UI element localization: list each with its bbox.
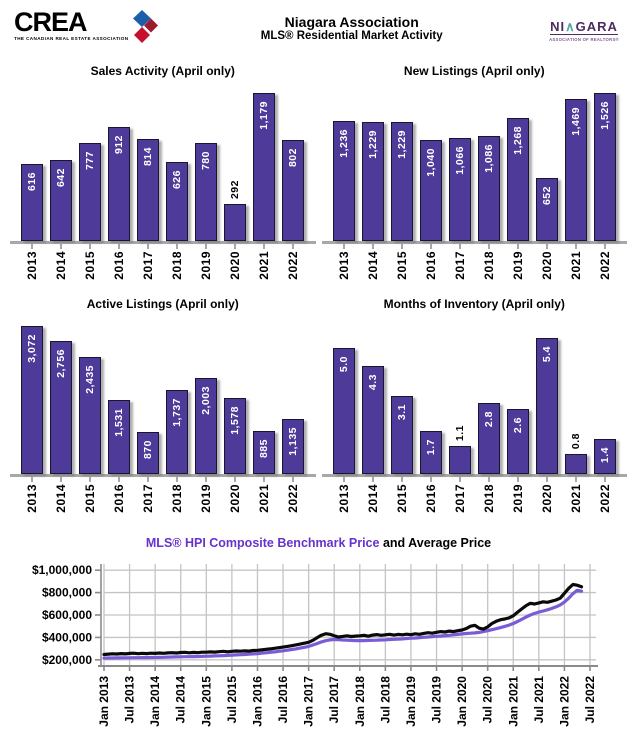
- bar-column-2021: [253, 319, 275, 474]
- x-axis-label-column: [282, 477, 304, 513]
- axis-tick: [89, 477, 91, 482]
- year-label: 2021: [257, 251, 272, 280]
- year-label: 2017: [141, 484, 156, 513]
- axis-tick: [31, 477, 33, 482]
- year-label: 2019: [199, 251, 214, 280]
- bar-column-2016: [420, 319, 442, 474]
- x-tick-label: Jan 2022: [557, 676, 572, 727]
- x-axis-label-column: [565, 244, 587, 280]
- bar-value-label: 5.4: [540, 346, 553, 363]
- bar-value-label: 1,469: [569, 107, 582, 136]
- bar-column-2021: [565, 319, 587, 474]
- bar-column-2013: [333, 319, 355, 474]
- x-tick-label: Jan 2014: [148, 676, 163, 727]
- bar-value-label: 1,066: [453, 146, 466, 175]
- y-tick-label: $200,000: [41, 652, 92, 667]
- x-axis-label-column: [420, 244, 442, 280]
- x-axis-label-column: [137, 477, 159, 513]
- axis-tick: [517, 477, 519, 482]
- year-label: 2020: [539, 484, 554, 513]
- x-axis-label-column: [362, 244, 384, 280]
- y-tick-label: $600,000: [41, 608, 92, 622]
- axis-tick: [343, 244, 345, 249]
- axis-tick: [372, 244, 374, 249]
- axis-tick: [176, 477, 178, 482]
- bar-value-label: 642: [55, 168, 68, 188]
- bar-column-2016: [108, 86, 130, 241]
- active-listings-x-axis: [10, 477, 316, 513]
- axis-tick: [372, 477, 374, 482]
- year-label: 2021: [568, 251, 583, 280]
- bar-value-label: 1,040: [424, 148, 437, 177]
- year-label: 2013: [336, 251, 351, 280]
- bar-column-2019: [507, 319, 529, 474]
- axis-tick: [234, 477, 236, 482]
- year-label: 2015: [83, 251, 98, 280]
- x-axis-label-column: [50, 477, 72, 513]
- x-axis-label-column: [594, 244, 616, 280]
- x-axis-label-column: [449, 244, 471, 280]
- bar-column-2021: [565, 86, 587, 241]
- bar-value-label: 292: [229, 179, 242, 199]
- report-title: Niagara Association: [284, 14, 419, 30]
- bar-value-label: 4.3: [366, 374, 379, 391]
- bar-column-2015: [391, 319, 413, 474]
- x-tick-label: Jul 2019: [429, 676, 444, 724]
- bar-column-2019: [195, 319, 217, 474]
- bar-value-label: 1,531: [113, 408, 126, 437]
- year-label: 2017: [452, 251, 467, 280]
- price-line-chart-section: [0, 524, 637, 745]
- axis-tick: [488, 477, 490, 482]
- x-tick-label: Jul 2013: [122, 676, 137, 724]
- bar-column-2013: [21, 319, 43, 474]
- bar-column-2019: [507, 86, 529, 241]
- bar-value-label: 1,229: [395, 130, 408, 159]
- bar-value-label: 1.1: [453, 424, 466, 441]
- crea-logo: [14, 7, 158, 44]
- price-chart-svg: [4, 554, 632, 740]
- active-listings-chart: [10, 291, 316, 524]
- year-label: 2014: [54, 484, 69, 513]
- x-tick-label: Jul 2018: [378, 676, 393, 724]
- bar-value-label: 3.1: [395, 404, 408, 421]
- y-tick-label: $800,000: [41, 585, 92, 600]
- bar-value-label: 870: [142, 440, 155, 460]
- x-axis-label-column: [195, 244, 217, 280]
- year-label: 2013: [25, 484, 40, 513]
- bar-value-label: 626: [171, 170, 184, 190]
- x-axis-label-column: [79, 244, 101, 280]
- y-tick-label: $1,000,000: [31, 563, 92, 578]
- year-label: 2014: [365, 251, 380, 280]
- year-label: 2020: [228, 484, 243, 513]
- axis-tick: [147, 244, 149, 249]
- x-tick-label: Jan 2018: [352, 676, 367, 727]
- months-of-inventory-x-axis: [322, 477, 628, 513]
- axis-tick: [546, 477, 548, 482]
- x-axis-label-column: [253, 477, 275, 513]
- x-axis-label-column: [536, 244, 558, 280]
- year-label: 2014: [54, 251, 69, 280]
- x-tick-label: Jan 2016: [250, 676, 265, 727]
- x-axis-label-column: [391, 244, 413, 280]
- bar-value-label: 802: [287, 148, 300, 168]
- year-label: 2016: [423, 484, 438, 513]
- x-tick-label: Jul 2014: [173, 676, 188, 724]
- bar-column-2022: [282, 319, 304, 474]
- axis-tick: [118, 244, 120, 249]
- year-label: 2013: [25, 251, 40, 280]
- axis-tick: [401, 477, 403, 482]
- new-listings-plot: [322, 86, 628, 244]
- x-axis-label-column: [565, 477, 587, 513]
- new-listings-chart: [322, 58, 628, 291]
- bar-column-2018: [166, 86, 188, 241]
- hpi-benchmark-line: [104, 590, 582, 658]
- x-axis-label-column: [50, 244, 72, 280]
- x-axis-label-column: [594, 477, 616, 513]
- bar-value-label: 814: [142, 147, 155, 167]
- sales-activity-chart: [10, 58, 316, 291]
- year-label: 2021: [568, 484, 583, 513]
- year-label: 2018: [170, 251, 185, 280]
- crea-tagline: THE CANADIAN REAL ESTATE ASSOCIATION: [14, 36, 129, 42]
- x-axis-label-column: [21, 477, 43, 513]
- bar-column-2014: [50, 319, 72, 474]
- bar-value-label: 1.4: [598, 447, 611, 464]
- x-tick-label: Jul 2020: [480, 676, 495, 724]
- axis-tick: [118, 477, 120, 482]
- bar-column-2018: [166, 319, 188, 474]
- year-label: 2022: [286, 484, 301, 513]
- x-axis-label-column: [79, 477, 101, 513]
- axis-tick: [263, 244, 265, 249]
- bar-column-2022: [594, 319, 616, 474]
- x-axis-label-column: [253, 244, 275, 280]
- bar-value-label: 780: [200, 151, 213, 171]
- niagara-wordmark: NI∧GARA: [550, 19, 618, 34]
- bar-column-2020: [224, 86, 246, 241]
- year-label: 2020: [228, 251, 243, 280]
- niagara-logo: [545, 10, 623, 42]
- bar: [224, 204, 246, 241]
- bar-column-2020: [536, 319, 558, 474]
- bar-column-2018: [478, 86, 500, 241]
- bar-value-label: 885: [258, 439, 271, 459]
- bar-value-label: 1.7: [424, 439, 437, 456]
- axis-tick: [430, 477, 432, 482]
- months-of-inventory-plot: [322, 319, 628, 477]
- axis-tick: [147, 477, 149, 482]
- report-header: [0, 0, 637, 58]
- bar-column-2017: [137, 86, 159, 241]
- year-label: 2020: [539, 251, 554, 280]
- sales-activity-plot: [10, 86, 316, 244]
- year-label: 2019: [510, 484, 525, 513]
- year-label: 2022: [286, 251, 301, 280]
- x-tick-label: Jan 2021: [506, 676, 521, 727]
- active-listings-plot: [10, 319, 316, 477]
- axis-tick: [343, 477, 345, 482]
- year-label: 2017: [452, 484, 467, 513]
- niagara-a-icon: ∧: [565, 19, 576, 34]
- x-axis-label-column: [108, 244, 130, 280]
- x-axis-label-column: [108, 477, 130, 513]
- x-tick-label: Jan 2015: [199, 676, 214, 727]
- bar-column-2016: [420, 86, 442, 241]
- year-label: 2014: [365, 484, 380, 513]
- year-label: 2022: [597, 484, 612, 513]
- chart-title: Active Listings (April only): [86, 297, 239, 311]
- average-title-part: and Average Price: [379, 536, 492, 550]
- x-axis-label-column: [507, 477, 529, 513]
- bar-column-2020: [224, 319, 246, 474]
- bar: [449, 446, 471, 474]
- bar-value-label: 2.6: [511, 417, 524, 434]
- bar-value-label: 777: [84, 151, 97, 171]
- year-label: 2022: [597, 251, 612, 280]
- crea-wordmark: CREA: [14, 7, 87, 37]
- year-label: 2013: [336, 484, 351, 513]
- axis-tick: [604, 244, 606, 249]
- year-label: 2015: [394, 251, 409, 280]
- x-tick-label: Jan 2019: [403, 676, 418, 727]
- year-label: 2016: [423, 251, 438, 280]
- axis-tick: [459, 244, 461, 249]
- bar-value-label: 2,756: [55, 349, 68, 378]
- axis-tick: [430, 244, 432, 249]
- new-listings-x-axis: [322, 244, 628, 280]
- x-axis-label-column: [333, 244, 355, 280]
- bar-value-label: 1,578: [229, 406, 242, 435]
- year-label: 2016: [112, 251, 127, 280]
- x-axis-label-column: [391, 477, 413, 513]
- bar-value-label: 1,135: [287, 427, 300, 456]
- x-axis-label-column: [195, 477, 217, 513]
- x-axis-label-column: [21, 244, 43, 280]
- x-axis-label-column: [333, 477, 355, 513]
- axis-tick: [575, 477, 577, 482]
- axis-tick: [488, 244, 490, 249]
- bar-column-2018: [478, 319, 500, 474]
- axis-tick: [176, 244, 178, 249]
- price-line-chart: [0, 554, 637, 745]
- x-tick-label: Jan 2020: [455, 676, 470, 727]
- bar-column-2016: [108, 319, 130, 474]
- x-axis-label-column: [166, 244, 188, 280]
- axis-tick: [31, 244, 33, 249]
- x-tick-label: Jul 2017: [327, 676, 342, 724]
- axis-tick: [263, 477, 265, 482]
- axis-tick: [292, 244, 294, 249]
- bar-charts-grid: [0, 58, 637, 524]
- x-tick-label: Jul 2021: [531, 676, 546, 724]
- axis-tick: [604, 477, 606, 482]
- months-of-inventory-chart: [322, 291, 628, 524]
- bar-value-label: 2,003: [200, 386, 213, 415]
- year-label: 2017: [141, 251, 156, 280]
- year-label: 2019: [510, 251, 525, 280]
- x-axis-label-column: [362, 477, 384, 513]
- year-label: 2019: [199, 484, 214, 513]
- axis-tick: [205, 477, 207, 482]
- axis-tick: [234, 244, 236, 249]
- bar-column-2014: [362, 319, 384, 474]
- bar-value-label: 1,236: [337, 129, 350, 158]
- bar-column-2017: [137, 319, 159, 474]
- x-axis-label-column: [478, 244, 500, 280]
- bar-value-label: 3,072: [26, 334, 39, 363]
- report-title-block: [158, 10, 545, 42]
- axis-tick: [292, 477, 294, 482]
- bar-column-2015: [79, 86, 101, 241]
- year-label: 2018: [481, 484, 496, 513]
- year-label: 2021: [257, 484, 272, 513]
- bar-value-label: 912: [113, 135, 126, 155]
- bar-value-label: 5.0: [337, 356, 350, 373]
- niagara-tagline: ASSOCIATION OF REALTORS®: [549, 37, 619, 42]
- bar-column-2014: [50, 86, 72, 241]
- bar-column-2014: [362, 86, 384, 241]
- year-label: 2018: [170, 484, 185, 513]
- bar-column-2013: [333, 86, 355, 241]
- axis-tick: [517, 244, 519, 249]
- x-axis-label-column: [478, 477, 500, 513]
- bar-value-label: 0.8: [569, 432, 582, 449]
- x-tick-label: Jan 2013: [97, 676, 111, 727]
- bar-value-label: 2,435: [84, 365, 97, 394]
- price-chart-title: [0, 536, 637, 550]
- bar-value-label: 652: [540, 186, 553, 206]
- bar-value-label: 1,086: [482, 144, 495, 173]
- axis-tick: [546, 244, 548, 249]
- bar-value-label: 616: [26, 172, 39, 192]
- bar-column-2013: [21, 86, 43, 241]
- x-axis-label-column: [420, 477, 442, 513]
- chart-title: Months of Inventory (April only): [383, 297, 565, 311]
- x-tick-label: Jul 2022: [583, 676, 597, 724]
- year-label: 2015: [83, 484, 98, 513]
- x-axis-label-column: [449, 477, 471, 513]
- sales-activity-x-axis: [10, 244, 316, 280]
- axis-tick: [575, 244, 577, 249]
- x-axis-label-column: [536, 477, 558, 513]
- average-price-line: [104, 585, 582, 655]
- axis-tick: [89, 244, 91, 249]
- bar: [565, 454, 587, 474]
- axis-tick: [205, 244, 207, 249]
- benchmark-title-part: MLS® HPI Composite Benchmark Price: [145, 536, 380, 550]
- bar-column-2015: [391, 86, 413, 241]
- axis-tick: [60, 477, 62, 482]
- axis-tick: [60, 244, 62, 249]
- x-axis-label-column: [137, 244, 159, 280]
- bar-value-label: 1,737: [171, 398, 184, 427]
- x-axis-label-column: [224, 244, 246, 280]
- bar-column-2017: [449, 319, 471, 474]
- x-tick-label: Jul 2015: [224, 676, 239, 724]
- x-tick-label: Jul 2016: [276, 676, 291, 724]
- year-label: 2018: [481, 251, 496, 280]
- x-axis-label-column: [282, 244, 304, 280]
- year-label: 2016: [112, 484, 127, 513]
- chart-title: Sales Activity (April only): [90, 64, 235, 78]
- x-axis-label-column: [507, 244, 529, 280]
- year-label: 2015: [394, 484, 409, 513]
- bar-column-2015: [79, 319, 101, 474]
- chart-title: New Listings (April only): [403, 64, 545, 78]
- x-axis-label-column: [166, 477, 188, 513]
- bar-column-2022: [594, 86, 616, 241]
- report-subtitle: MLS® Residential Market Activity: [260, 30, 443, 42]
- axis-tick: [401, 244, 403, 249]
- bar-value-label: 2.8: [482, 411, 495, 428]
- bar-value-label: 1,526: [598, 101, 611, 130]
- x-axis-label-column: [224, 477, 246, 513]
- bar-column-2019: [195, 86, 217, 241]
- bar-column-2017: [449, 86, 471, 241]
- bar-column-2021: [253, 86, 275, 241]
- bar-column-2020: [536, 86, 558, 241]
- bar-value-label: 1,179: [258, 101, 271, 130]
- x-tick-label: Jan 2017: [301, 676, 316, 727]
- axis-tick: [459, 477, 461, 482]
- crea-diamond-icon: [132, 10, 158, 44]
- y-tick-label: $400,000: [41, 630, 92, 645]
- bar-value-label: 1,229: [366, 130, 379, 159]
- bar-value-label: 1,268: [511, 126, 524, 155]
- bar-column-2022: [282, 86, 304, 241]
